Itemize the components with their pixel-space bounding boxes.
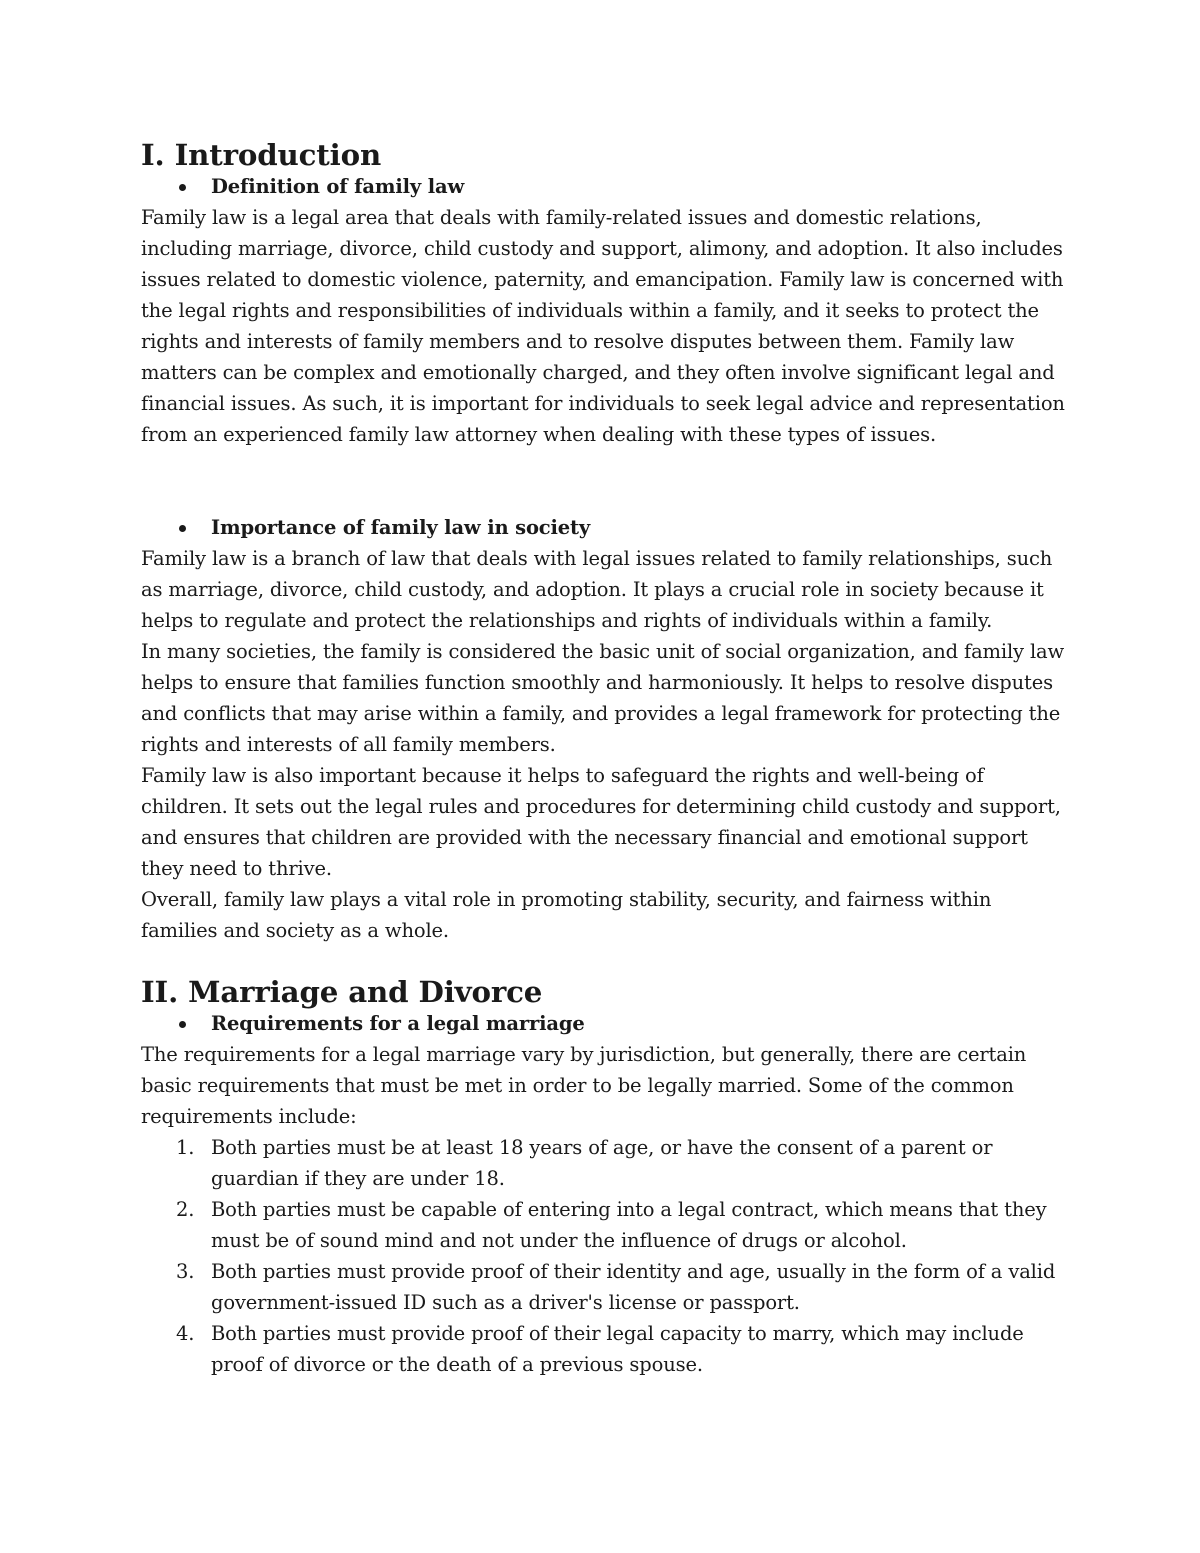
list-item (141, 1318, 1066, 1380)
list-item-text: Both parties must be at least 18 years of age, or have the consent of a parent or guardian if they are under 18. (211, 1136, 993, 1190)
list-item-text: Both parties must provide proof of their identity and age, usually in the form of a valid government-issued ID such as a driver's license or passport. (211, 1260, 1056, 1314)
spacer (141, 450, 1066, 512)
subsection-heading-text: Requirements for a legal marriage (211, 1012, 585, 1035)
subsection-heading-importance (141, 512, 1066, 543)
list-number: 4. (176, 1322, 195, 1345)
paragraph-requirements: The requirements for a legal marriage vary by jurisdiction, but generally, there are certain basic requirements that must be met in order to be legally married. Some of the common requirements include: (141, 1043, 1027, 1128)
list-number: 2. (176, 1198, 195, 1221)
list-item (141, 1132, 1066, 1194)
list-item (141, 1194, 1066, 1256)
subsection-heading-text: Importance of family law in society (211, 516, 591, 539)
section-heading-marriage-divorce: II. Marriage and Divorce (141, 975, 543, 1009)
paragraph-importance-3: Family law is also important because it helps to safeguard the rights and well-being of children. It sets out the legal rules and procedures for determining child custody and support, and ensures that children are provided with the necessary financial and emotional support they need to thrive. (141, 764, 1061, 880)
document-page (141, 140, 1066, 1380)
list-number: 1. (176, 1136, 195, 1159)
paragraph-importance-1: Family law is a branch of law that deals with legal issues related to family relationships, such as marriage, divorce, child custody, and adoption. It plays a crucial role in society because it helps to regulate and protect the relationships and rights of individuals within a family. (141, 547, 1053, 632)
subsection-heading-text: Definition of family law (211, 175, 465, 198)
requirements-list (141, 1132, 1066, 1380)
section-heading-introduction: I. Introduction (141, 138, 382, 172)
paragraph-importance-2: In many societies, the family is considered the basic unit of social organization, and family law helps to ensure that families function smoothly and harmoniously. It helps to resolve disputes and conflicts that may arise within a family, and provides a legal framework for protecting the rights and interests of all family members. (141, 640, 1065, 756)
subsection-heading-definition (141, 171, 1066, 202)
subsection-heading-requirements (141, 1008, 1066, 1039)
paragraph-importance-4: Overall, family law plays a vital role in promoting stability, security, and fairness within families and society as a whole. (141, 888, 992, 942)
list-item-text: Both parties must be capable of entering into a legal contract, which means that they must be of sound mind and not under the influence of drugs or alcohol. (211, 1198, 1047, 1252)
list-item-text: Both parties must provide proof of their legal capacity to marry, which may include proof of divorce or the death of a previous spouse. (211, 1322, 1024, 1376)
list-number: 3. (176, 1260, 195, 1283)
spacer (141, 946, 1066, 977)
bullet-icon (179, 184, 186, 191)
paragraph-definition: Family law is a legal area that deals with family-related issues and domestic relations, including marriage, divorce, child custody and support, alimony, and adoption. It also includes issues related to domestic violence, paternity, and emancipation. Family law is concerned with the legal rights and responsibilities of individuals within a family, and it seeks to protect the rights and interests of family members and to resolve disputes between them. Family law matters can be complex and emotionally charged, and they often involve significant legal and financial issues. As such, it is important for individuals to seek legal advice and representation from an experienced family law attorney when dealing with these types of issues. (141, 206, 1065, 446)
list-item (141, 1256, 1066, 1318)
bullet-icon (179, 1021, 186, 1028)
bullet-icon (179, 525, 186, 532)
